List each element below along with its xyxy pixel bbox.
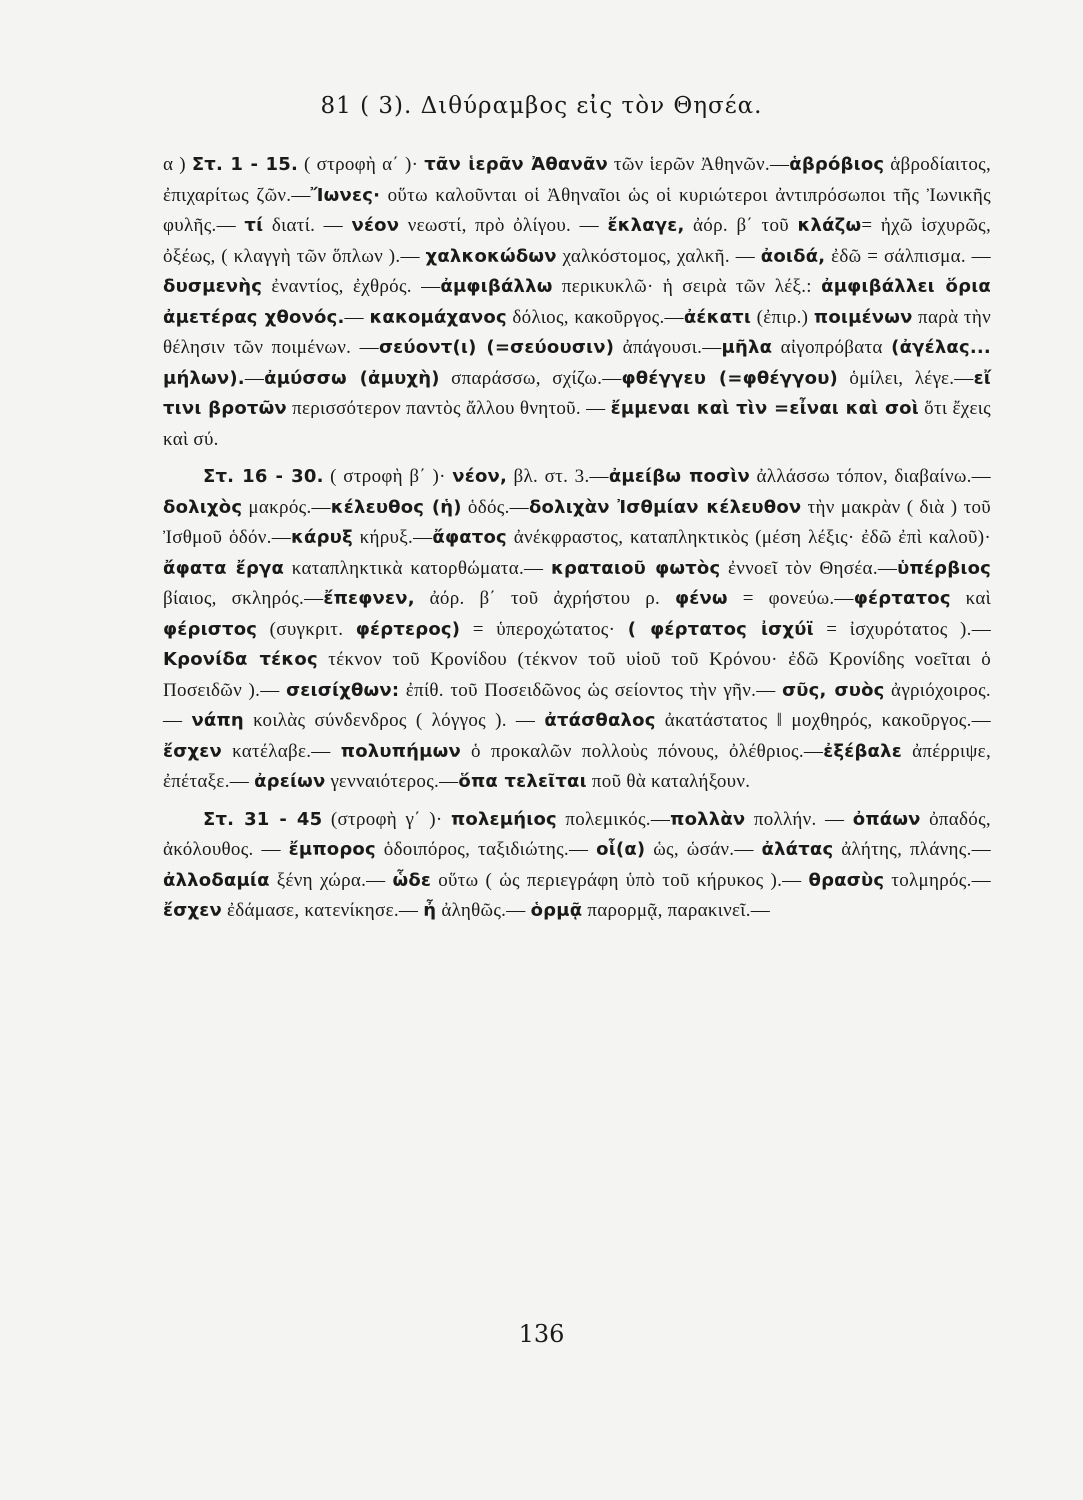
text-run: ἀόρ. β΄ τοῦ [684,215,798,236]
section-heading: 81 ( 3). Διθύραμβος εἰς τὸν Θησέα. [320,93,763,119]
text-run: καὶ [950,588,991,609]
lemma: δολιχὸς [163,496,243,518]
text-run: ἀόρ. β΄ τοῦ ἀχρήστου ρ. [414,588,675,609]
lemma: ἀμείβω ποσὶν [608,466,751,487]
lemma: ὧδε [392,869,432,891]
text-run: παρὰ τὴν θέλησιν τῶν ποιμένων. — [163,306,991,358]
text-run: περικυκλῶ· ἡ σειρὰ τῶν λέξ.: [552,276,822,297]
lemma: ὅπα τελεῖται [458,771,587,792]
lemma: δυσμενὴς [163,276,263,297]
lemma: Στ. 1 - 15. [191,154,299,175]
text-run: = ἰσχυρότατος ).— [813,618,991,640]
lemma: ἀρείων [254,771,326,792]
lemma: σῦς, συὸς [782,679,885,701]
text-run: — [344,306,370,328]
commentary-body [163,150,991,927]
lemma: ὑπέρβιος [897,557,992,579]
lemma: ἀμύσσω (ἀμυχὴ) [264,367,440,389]
lemma: Ἴωνες· [310,184,381,206]
text-run: διατί. — [263,215,352,236]
lemma: ( φέρτατος ἰσχύϊ [627,618,814,640]
lemma: φέρτερος) [355,618,461,640]
lemma: ἦ [423,900,437,921]
lemma: ἔμμεναι καὶ τὶν =εἶναι καὶ σοὶ [610,398,919,419]
lemma: ἔσχεν [163,740,222,762]
lemma: ἐξέβαλε [823,740,902,762]
lemma: ἀλάτας [761,839,834,860]
text-run: ἀπέρριψε, ἐπέταξε.— [163,740,991,792]
lemma: ἄφατος [432,527,507,548]
lemma: ἔπεφνεν, [323,588,415,609]
text-run: = φονεύω.— [727,588,854,609]
text-run: κήρυξ.— [352,527,433,548]
text-run: (στροφὴ γ΄ )· [322,808,451,830]
text-run: ὁ προκαλῶν πολλοὺς πόνους, ὀλέθριος.— [460,740,824,762]
text-run: = ἠχῶ ἰσχυρῶς, ὀξέως, ( κλαγγὴ τῶν ὅπλων ).— [163,215,991,267]
text-run: ἀληθῶς.— [436,900,531,921]
lemma: φένω [674,588,728,609]
text-run: οὕτω ( ὡς περιεγράφη ὑπὸ τοῦ κήρυκος ).— [431,869,809,891]
text-run: νεωστί, πρὸ ὀλίγου. — [399,215,608,236]
lemma: φέρτατος [853,588,951,609]
text-run: αἰγοπρόβατα [772,337,892,358]
lemma: ἀμφιβάλλω [440,276,553,297]
lemma: ἀοιδά, [760,245,826,267]
lemma: ἔκλαγε, [607,215,685,236]
lemma: ἔσχεν [163,900,222,921]
lemma: ἀέκατι [683,306,752,328]
lemma: σεισίχθων: [286,679,400,701]
text-run: ἀλήτης, πλάνης.— [833,839,991,860]
paragraph-strophe-a [163,150,991,455]
text-run: τολμηρός.— [884,869,991,891]
lemma: τί [244,215,264,236]
text-run: ἁβροδίαιτος, ἐπιχαρίτως ζῶν.— [163,154,992,206]
lemma: οἷ(α) [596,839,646,860]
lemma: κάρυξ [291,527,353,548]
text-run: α ) [163,154,192,175]
text-run: οὕτω καλοῦνται οἱ Ἀθηναῖοι ὡς οἱ κυριώτεροι ἀντιπρόσωποι τῆς Ἰωνικῆς φυλῆς.— [163,184,991,236]
lemma: δολιχὰν Ἰσθμίαν κέλευθον [528,496,802,518]
lemma: ὁρμᾷ [530,900,583,921]
lemma: (ἀγέλας... μήλων). [163,337,991,389]
text-run: — [244,367,265,389]
text-run: ἐννοεῖ τὸν Θησέα.— [720,557,898,579]
text-run: βλ. στ. 3.— [507,466,609,487]
text-run: ὁμίλει, λέγε.— [837,367,974,389]
text-run: ( στροφὴ α΄ )· [298,154,425,175]
lemma: τᾶν ἱερᾶν Ἀθανᾶν [424,154,608,175]
lemma: θρασὺς [808,869,885,891]
lemma: ἀμφιβάλλει ὅρια ἀμετέρας χθονός. [163,276,991,328]
text-run: ὡς, ὡσάν.— [645,839,762,860]
text-run: καταπληκτικὰ κατορθώματα.— [284,557,551,579]
lemma: νέον [351,215,400,236]
lemma: ἄφατα ἔργα [163,557,285,579]
paragraph-strophe-c [163,805,991,927]
text-run: κατέλαβε.— [221,740,341,762]
text-run: ἐδῶ = σάλπισμα. — [825,245,991,267]
text-run: περισσότερον παντὸς ἄλλου θνητοῦ. — [286,398,611,419]
text-run: ἀκατάστατος ǁ μοχθηρός, κακοῦργος.— [655,710,991,731]
lemma: ποιμένων [813,306,913,328]
text-run: = ὑπεροχώτατος· [460,618,628,640]
text-run: ἀπάγουσι.— [614,337,722,358]
lemma: ἀλλοδαμία [163,869,270,891]
text-run: κοιλὰς σύνδενδρος ( λόγγος ). — [243,710,545,731]
text-run: μακρός.— [242,496,331,518]
lemma: Στ. 16 - 30. [203,466,324,487]
text-run: ἐπίθ. τοῦ Ποσειδῶνος ὡς σείοντος τὴν γῆν.— [399,679,783,701]
lemma: κέλευθος (ἡ) [330,496,462,518]
lemma: ἁβρόβιος [789,154,885,175]
text-run: ὅτι ἔχεις καὶ σύ. [163,398,991,450]
lemma: κακομάχανος [369,306,507,328]
lemma: πολλὰν [670,808,746,830]
lemma: κραταιοῦ φωτὸς [550,557,721,579]
text-run: ποῦ θὰ καταλήξουν. [586,771,751,792]
lemma: μῆλα [721,337,773,358]
lemma: πολυπήμων [340,740,461,762]
text-run: τέκνον τοῦ Κρονίδου (τέκνον τοῦ υἱοῦ τοῦ Κρόνου· ἐδῶ Κρονίδης νοεῖται ὁ Ποσειδῶν ).— [163,649,991,701]
lemma: φθέγγευ (=φθέγγου) [621,367,838,389]
lemma: κλάζω [797,215,862,236]
text-run: δόλιος, κακοῦργος.— [506,306,684,328]
text-run: ξένη χώρα.— [269,869,393,891]
paragraph-strophe-b [163,462,991,798]
text-run: σπαράσσω, σχίζω.— [439,367,622,389]
lemma: Κρονίδα τέκος [163,649,318,670]
lemma: νάπη [191,710,244,731]
text-run: ἐναντίος, ἐχθρός. — [262,276,441,297]
text-run: ὀπαδός, ἀκόλουθος. — [163,808,991,860]
text-run: ἀλλάσσω τόπον, διαβαίνω.— [750,466,991,487]
text-run: ἐδάμασε, κατενίκησε.— [221,900,424,921]
text-run: πολλήν. — [745,808,853,830]
text-run: (ἐπιρ.) [751,306,814,328]
text-run: χαλκόστομος, χαλκῆ. — [556,245,761,267]
page-number: 136 [518,1320,565,1348]
text-run: τῶν ἱερῶν Ἀθηνῶν.— [607,154,790,175]
lemma: εἴ τινι βροτῶν [163,367,992,419]
text-run: τὴν μακρὰν ( διὰ ) τοῦ Ἰσθμοῦ ὁδόν.— [163,496,992,548]
lemma: ὀπάων [852,808,921,830]
text-run: γενναιότερος.— [325,771,459,792]
text-run: βίαιος, σκληρός.— [163,588,324,609]
lemma: ἀτάσθαλος [544,710,656,731]
text-run: ἀγριόχοιρος.— [163,679,991,731]
lemma: ἔμπορος [288,839,376,860]
text-run: (συγκριτ. [257,618,356,640]
lemma: φέριστος [163,618,258,640]
text-run: ( στροφὴ β΄ )· [323,466,453,487]
text-run: πολεμικός.— [556,808,671,830]
lemma: πολεμήιος [450,808,557,830]
text-run: ὁδός.— [461,496,529,518]
lemma: σεύοντ(ι) (=σεύουσιν) [378,337,615,358]
lemma: Στ. 31 - 45 [203,808,323,830]
lemma: νέον, [452,466,508,487]
text-run: παρορμᾷ, παρακινεῖ.— [582,900,771,921]
text-run: ἀνέκφραστος, καταπληκτικὸς (μέση λέξις· ἐδῶ ἐπὶ καλοῦ)· [506,527,991,548]
lemma: χαλκοκώδων [425,245,557,267]
text-run: ὁδοιπόρος, ταξιδιώτης.— [375,839,597,860]
